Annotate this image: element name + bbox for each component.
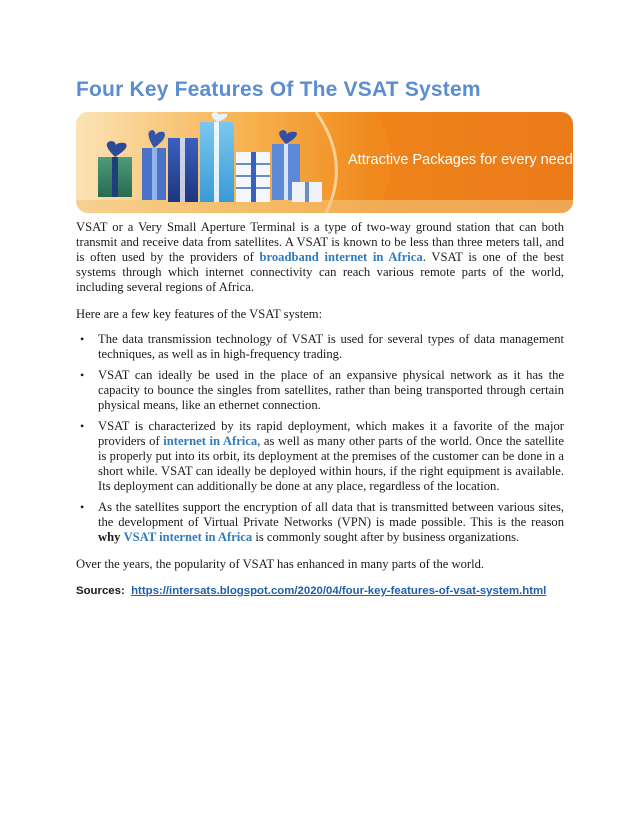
bullet-icon: • bbox=[80, 419, 85, 433]
sources-label: Sources: bbox=[76, 585, 125, 597]
list-item bbox=[76, 419, 564, 494]
gift-box-cyan bbox=[200, 112, 234, 202]
intro-text: VSAT or a Very Small Aperture Terminal is a type of two-way ground station that can both transmit and receive data from satellites. A VSAT is known to be less than three meters tall, and is often used by the providers of bbox=[76, 220, 564, 264]
sources-line bbox=[76, 584, 564, 599]
list-item bbox=[76, 332, 564, 362]
gift-box-white-striped bbox=[236, 152, 270, 202]
intro-paragraph bbox=[76, 220, 564, 295]
internet-africa-link[interactable]: internet in Africa bbox=[163, 434, 258, 448]
gift-box-navy bbox=[168, 138, 198, 202]
feature-text-end: is commonly sought after by business organizations. bbox=[252, 530, 520, 544]
bullet-icon: • bbox=[80, 332, 85, 346]
lead-paragraph: Here are a few key features of the VSAT system: bbox=[76, 307, 323, 321]
bold-keyword: why bbox=[98, 530, 121, 544]
feature-text: The data transmission technology of VSAT is used for several types of data management techniques, as well as in high-frequency trading. bbox=[98, 332, 564, 361]
list-item bbox=[76, 500, 564, 545]
list-item bbox=[76, 368, 564, 413]
banner-image bbox=[76, 112, 573, 213]
gift-box-white-front bbox=[292, 182, 322, 202]
feature-text-end: , as well as many other parts of the world. Once the satellite is properly put into its orbit, its deployment at the premises of the customer can be done in a short while. VSAT can ideally be deployed within hours, if the right equipment is available. Its deployment can additionally be done at any place, regardless of the location. bbox=[98, 434, 564, 493]
source-url-link[interactable]: https://intersats.blogspot.com/2020/04/four-key-features-of-vsat-system.html bbox=[131, 585, 547, 597]
banner-caption: Attractive Packages for every need bbox=[348, 152, 573, 168]
article-body bbox=[76, 220, 564, 611]
feature-text: VSAT can ideally be used in the place of an expansive physical network as it has the capacity to bounce the singles from satellites, rather than being transported through certain physical means, like an ethernet connection. bbox=[98, 368, 564, 412]
page-title: Four Key Features Of The VSAT System bbox=[76, 78, 481, 101]
closing-paragraph: Over the years, the popularity of VSAT has enhanced in many parts of the world. bbox=[76, 557, 485, 571]
vsat-internet-link[interactable]: VSAT internet in Africa bbox=[123, 530, 253, 544]
bullet-icon: • bbox=[80, 500, 85, 514]
features-list bbox=[76, 332, 564, 545]
intro-text-end: . VSAT is one of the best systems through which internet connectivity can reach various remote parts of the world, including several regions of Africa. bbox=[76, 250, 564, 294]
bullet-icon: • bbox=[80, 368, 85, 382]
feature-text: VSAT is characterized by its rapid deployment, which makes it a favorite of the major providers of bbox=[98, 419, 564, 448]
broadband-link[interactable]: broadband internet in Africa bbox=[259, 250, 423, 264]
gift-boxes-illustration bbox=[76, 112, 573, 213]
feature-text: As the satellites support the encryption of all data that is transmitted between various sites, the development of Virtual Private Networks (VPN) is made possible. This is the reason bbox=[98, 500, 564, 529]
